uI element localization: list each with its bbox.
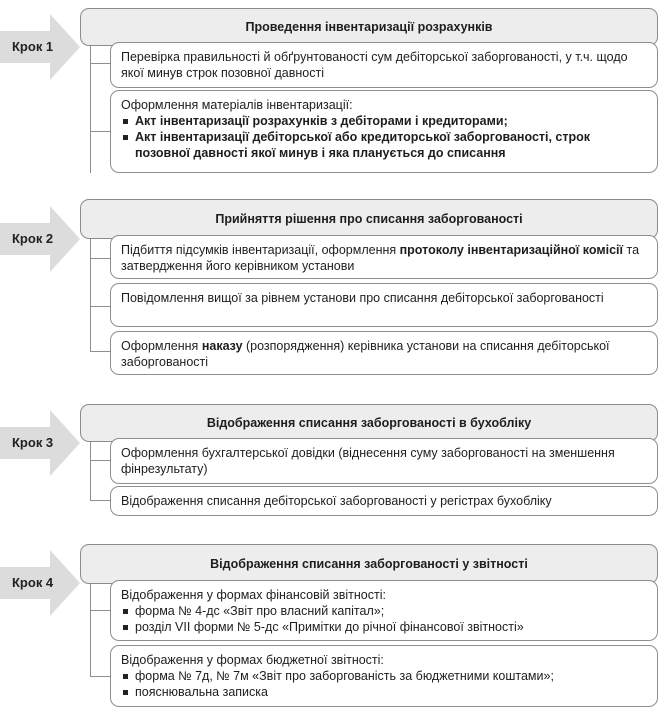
step-4-title: Відображення списання заборгованості у звітності <box>80 544 658 584</box>
item-text: Відображення списання дебіторської заборгованості у регістрах бухобліку <box>121 494 552 508</box>
step-2-title: Прийняття рішення про списання заборгованості <box>80 199 658 239</box>
item-intro: Відображення у формах фінансовій звітності: <box>121 588 386 602</box>
item-intro: Відображення у формах бюджетної звітності: <box>121 653 384 667</box>
step-4-item-1 <box>110 580 658 641</box>
step-label: Крок 2 <box>12 231 54 246</box>
connector-line <box>90 131 110 132</box>
item-text: Перевірка правильності й обґрунтованості сум дебіторської заборгованості, у т.ч. щодо якої минув строк позовної давності <box>121 50 628 80</box>
bullet-item: розділ VII форми № 5-дс «Примітки до річної фінансової звітності» <box>121 619 647 635</box>
bullet-item: Акт інвентаризації розрахунків з дебіторами і кредиторами; <box>121 113 647 129</box>
step-1-title: Проведення інвентаризації розрахунків <box>80 8 658 46</box>
connector-line <box>90 351 110 352</box>
step-1-arrow <box>0 14 80 80</box>
connector-line <box>90 610 110 611</box>
item-text: Повідомлення вищої за рівнем установи про списання дебіторської заборгованості <box>121 291 604 305</box>
bullet-item: форма № 4-дс «Звіт про власний капітал»; <box>121 603 647 619</box>
step-label: Крок 1 <box>12 39 54 54</box>
bullet-item: форма № 7д, № 7м «Звіт про заборгованість за бюджетними коштами»; <box>121 668 647 684</box>
step-3-item-2 <box>110 486 658 516</box>
item-text-part: Підбиття підсумків інвентаризації, оформлення <box>121 243 400 257</box>
item-text-part: (розпорядження) керівника установи на списання дебіторської заборгованості <box>121 339 610 369</box>
item-text <box>121 242 647 274</box>
connector-line <box>90 63 110 64</box>
step-2-item-1 <box>110 235 658 279</box>
item-text <box>121 338 647 370</box>
connector-line <box>90 500 110 501</box>
item-intro: Оформлення матеріалів інвентаризації: <box>121 98 353 112</box>
step-3-item-1 <box>110 438 658 484</box>
step-4-item-2 <box>110 645 658 707</box>
connector-line <box>90 442 91 500</box>
connector-line <box>90 46 91 173</box>
step-1-item-1 <box>110 42 658 88</box>
item-text-part: та затвердження його керівником установи <box>121 243 640 273</box>
connector-line <box>90 676 110 677</box>
bullet-item: Акт інвентаризації дебіторської або кредиторської заборгованості, строк позовної давності якої минув і яка планується до списання <box>121 129 647 161</box>
step-3-title: Відображення списання заборгованості в бухобліку <box>80 404 658 442</box>
step-2-arrow <box>0 206 80 272</box>
step-2-item-3 <box>110 331 658 375</box>
connector-line <box>90 239 91 351</box>
bullet-item: пояснювальна записка <box>121 684 647 700</box>
item-text-part: Оформлення <box>121 339 202 353</box>
step-2-item-2 <box>110 283 658 327</box>
item-text-emphasis: протоколу інвентаризаційної комісії <box>399 243 624 257</box>
connector-line <box>90 584 91 676</box>
connector-line <box>90 258 110 259</box>
item-text: Оформлення бухгалтерської довідки (віднесення суму заборгованості на зменшення фінрезультату) <box>121 446 615 476</box>
step-label: Крок 4 <box>12 575 54 590</box>
step-label: Крок 3 <box>12 435 54 450</box>
step-4-arrow <box>0 550 80 616</box>
item-text-emphasis: наказу <box>201 339 243 353</box>
step-1-item-2 <box>110 90 658 173</box>
step-3-arrow <box>0 410 80 476</box>
connector-line <box>90 460 110 461</box>
connector-line <box>90 306 110 307</box>
